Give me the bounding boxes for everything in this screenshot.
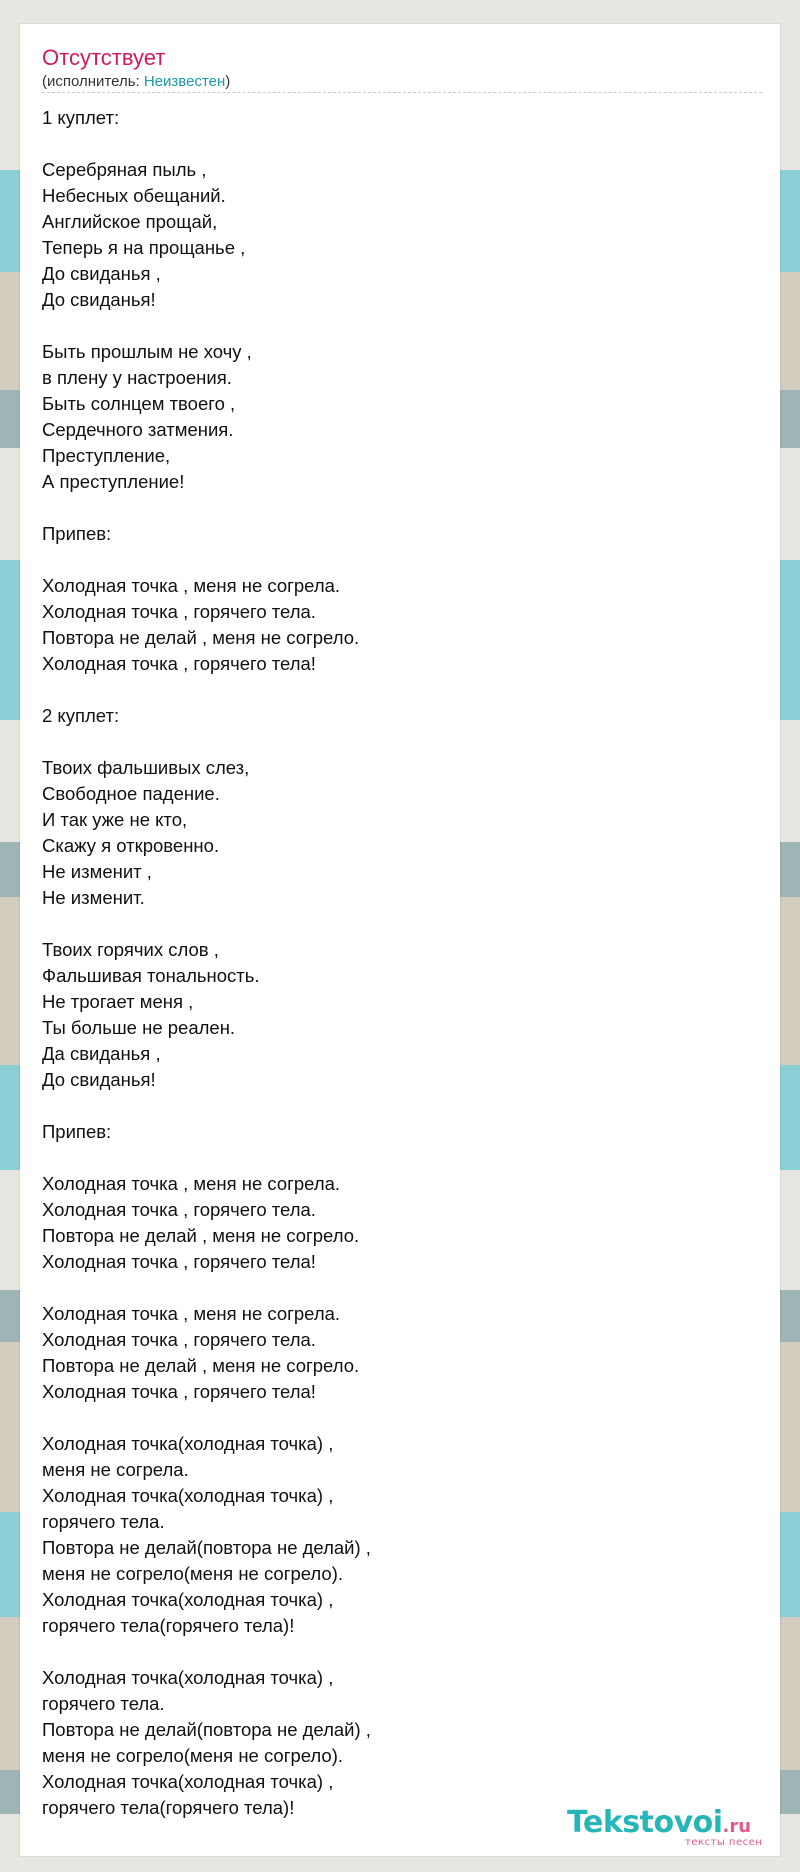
lyric-line: меня не согрело(меня не согрело). bbox=[42, 1745, 344, 1766]
lyric-line bbox=[42, 911, 742, 937]
lyric-line bbox=[42, 1639, 742, 1665]
lyric-line: Сердечного затмения. bbox=[42, 419, 234, 440]
logo-domain-suffix: .ru bbox=[722, 1816, 752, 1837]
lyric-line: меня не согрело(меня не согрело). bbox=[42, 1563, 344, 1584]
dashed-divider bbox=[42, 92, 762, 93]
lyric-line: Холодная точка , меня не согрела. bbox=[42, 1173, 341, 1194]
lyric-line: Фальшивая тональность. bbox=[42, 965, 260, 986]
lyric-line: Не изменит. bbox=[42, 887, 145, 908]
lyric-line: в плену у настроения. bbox=[42, 367, 232, 388]
lyric-line: 2 куплет: bbox=[42, 705, 120, 726]
lyric-line: И так уже не кто, bbox=[42, 809, 188, 830]
lyric-line: Быть солнцем твоего , bbox=[42, 393, 236, 414]
lyric-line bbox=[42, 729, 742, 755]
artist-prefix: (исполнитель: bbox=[42, 73, 144, 90]
lyric-line: Холодная точка , горячего тела! bbox=[42, 653, 316, 674]
song-title: Отсутствует bbox=[42, 45, 166, 70]
lyric-line: Холодная точка(холодная точка) , bbox=[42, 1589, 334, 1610]
lyric-line: Английское прощай, bbox=[42, 211, 218, 232]
lyric-line bbox=[42, 131, 742, 157]
lyric-line bbox=[42, 1145, 742, 1171]
logo-tagline: тексты песен bbox=[685, 1837, 763, 1848]
artist-suffix: ) bbox=[225, 73, 231, 90]
lyric-line: Холодная точка , горячего тела! bbox=[42, 1381, 316, 1402]
lyric-line: Припев: bbox=[42, 523, 112, 544]
lyric-line: Твоих горячих слов , bbox=[42, 939, 219, 960]
lyric-line bbox=[42, 547, 742, 573]
lyric-line: Ты больше не реален. bbox=[42, 1017, 236, 1038]
lyric-line: Свободное падение. bbox=[42, 783, 220, 804]
logo-main-text: Tekstovoi bbox=[567, 1805, 723, 1840]
lyric-line: 1 куплет: bbox=[42, 107, 120, 128]
lyric-line: Преступление, bbox=[42, 445, 171, 466]
lyric-line: Холодная точка , меня не согрела. bbox=[42, 1303, 341, 1324]
lyric-line: Холодная точка , горячего тела. bbox=[42, 1329, 316, 1350]
lyric-line: горячего тела. bbox=[42, 1511, 165, 1532]
lyric-line bbox=[42, 1275, 742, 1301]
lyric-line: Холодная точка(холодная точка) , bbox=[42, 1485, 334, 1506]
lyric-line bbox=[42, 495, 742, 521]
lyric-line: До свиданья! bbox=[42, 1069, 156, 1090]
lyric-line: Не трогает меня , bbox=[42, 991, 194, 1012]
lyric-line: Холодная точка(холодная точка) , bbox=[42, 1433, 334, 1454]
lyric-line: горячего тела(горячего тела)! bbox=[42, 1797, 295, 1818]
lyric-line: Не изменит , bbox=[42, 861, 152, 882]
lyric-line: Повтора не делай(повтора не делай) , bbox=[42, 1537, 371, 1558]
lyric-line: Холодная точка(холодная точка) , bbox=[42, 1667, 334, 1688]
lyric-line: Небесных обещаний. bbox=[42, 185, 226, 206]
lyric-line: Холодная точка , меня не согрела. bbox=[42, 575, 341, 596]
artist-line bbox=[42, 73, 230, 90]
lyric-line: Теперь я на прощанье , bbox=[42, 237, 246, 258]
lyrics-card bbox=[20, 24, 780, 1856]
lyric-line bbox=[42, 1405, 742, 1431]
lyric-line: Повтора не делай , меня не согрело. bbox=[42, 627, 360, 648]
lyric-line: Быть прошлым не хочу , bbox=[42, 341, 252, 362]
lyric-line: Повтора не делай(повтора не делай) , bbox=[42, 1719, 371, 1740]
lyric-line bbox=[42, 1093, 742, 1119]
lyric-line: Скажу я откровенно. bbox=[42, 835, 220, 856]
lyric-line: А преступление! bbox=[42, 471, 185, 492]
lyric-line: Повтора не делай , меня не согрело. bbox=[42, 1225, 360, 1246]
lyric-line: меня не согрела. bbox=[42, 1459, 189, 1480]
lyric-line: Серебряная пыль , bbox=[42, 159, 207, 180]
lyric-line: Да свиданья , bbox=[42, 1043, 161, 1064]
lyric-line: Холодная точка , горячего тела. bbox=[42, 601, 316, 622]
lyric-line: До свиданья! bbox=[42, 289, 156, 310]
lyric-line: Холодная точка(холодная точка) , bbox=[42, 1771, 334, 1792]
lyric-line bbox=[42, 313, 742, 339]
lyrics-text bbox=[42, 105, 742, 1821]
lyric-line: Твоих фальшивых слез, bbox=[42, 757, 250, 778]
lyric-line: Припев: bbox=[42, 1121, 112, 1142]
lyric-line: горячего тела(горячего тела)! bbox=[42, 1615, 295, 1636]
lyric-line: Холодная точка , горячего тела. bbox=[42, 1199, 316, 1220]
lyric-line: Холодная точка , горячего тела! bbox=[42, 1251, 316, 1272]
lyric-line: Повтора не делай , меня не согрело. bbox=[42, 1355, 360, 1376]
lyric-line: До свиданья , bbox=[42, 263, 161, 284]
lyric-line: горячего тела. bbox=[42, 1693, 165, 1714]
artist-link[interactable]: Неизвестен bbox=[143, 73, 226, 90]
tekstovoi-logo[interactable] bbox=[567, 1807, 777, 1851]
lyric-line bbox=[42, 677, 742, 703]
